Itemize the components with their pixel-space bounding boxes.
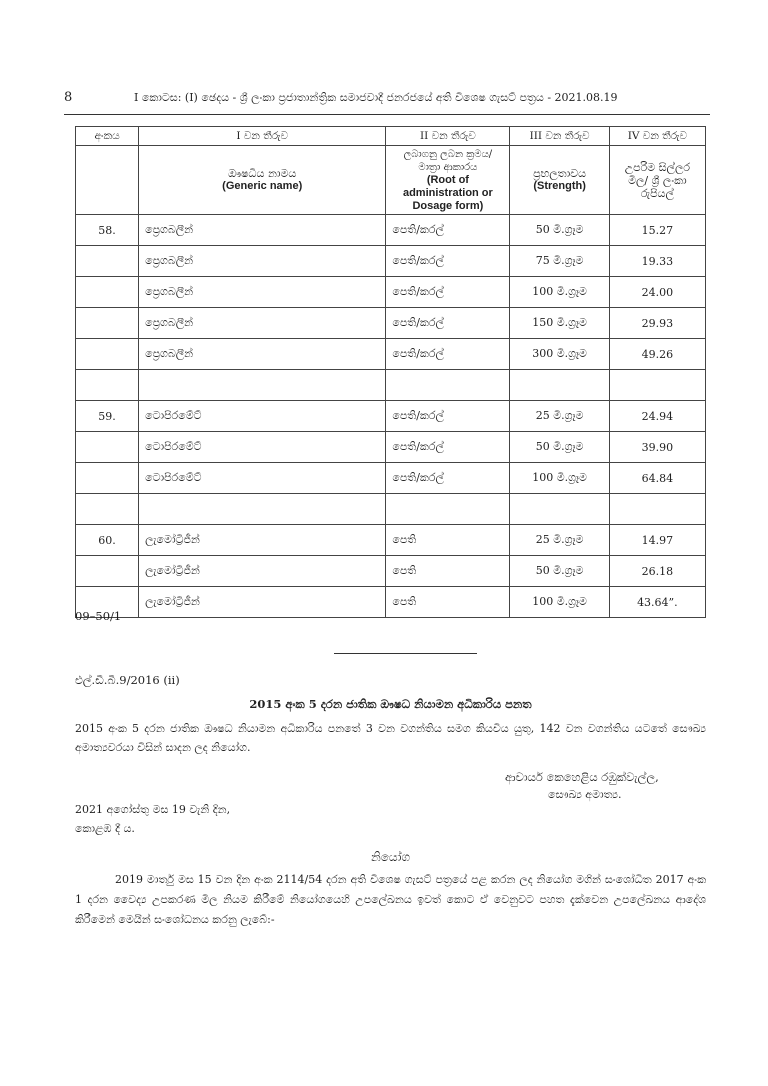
cell-dosage-form: පෙති/කරල් xyxy=(386,215,510,246)
cell-strength: 100 මි.ග්‍රෑම xyxy=(510,277,609,308)
table-row xyxy=(76,339,706,370)
generic-name-si: ඖෂධීය නාමය xyxy=(228,167,297,180)
col-header-1: I වන තීරුව xyxy=(139,127,386,146)
place-line: කොළඹ දී ය. xyxy=(75,822,135,835)
cell-generic-name: ප්‍රෙගබලීන් xyxy=(139,246,386,277)
cell-strength: 75 මි.ග්‍රෑම xyxy=(510,246,609,277)
cell-generic-name: ප්‍රෙගබලීන් xyxy=(139,277,386,308)
table-row xyxy=(76,587,706,618)
cell-price: 29.93 xyxy=(609,308,705,339)
cell-price: 15.27 xyxy=(609,215,705,246)
section-title: 2015 අංක 5 දරන ජාතික ඖෂධ නියාමන අධිකාරිය පනත xyxy=(249,697,532,711)
col-header-4: IV වන තීරුව xyxy=(609,127,705,146)
table-row xyxy=(76,432,706,463)
cell-generic-name: ප්‍රෙගබලීන් xyxy=(139,308,386,339)
cell-generic-name: ටොපිරමේට් xyxy=(139,401,386,432)
cell-strength: 150 මි.ග්‍රෑම xyxy=(510,308,609,339)
cell-dosage-form: පෙති/කරල් xyxy=(386,308,510,339)
regulations-body: 2019 මාර්තු මස 15 වන දින අංක 2114/54 දරන අති විශෙෂ ගැසට් පත්‍රයේ පළ කරන ලද නියෝග මගින් සංශෝධිත 2017 අංක 1 දරන වෛද්‍ය උපකරණ මිල නියම කිරීමේ නියෝගයෙහි උපලේඛනය ඉවත් කොට ඒ වෙනුවට පහත දැක්වෙන උපලේඛනය ආදේශ කිරීමෙන් මෙයින් සංශෝධනය කරනු ලැබේ:- xyxy=(75,873,706,926)
cell-price: 49.26 xyxy=(609,339,705,370)
sub-header-strength xyxy=(510,146,609,215)
cell-strength xyxy=(510,494,609,525)
cell-number xyxy=(76,339,139,370)
cell-number: 59. xyxy=(76,401,139,432)
table-row xyxy=(76,494,706,525)
sub-header-price xyxy=(609,146,705,215)
cell-dosage-form: පෙති/කරල් xyxy=(386,339,510,370)
signatory-name: ආචාර්ය කෙහෙළිය රඹුක්වැල්ල, xyxy=(505,770,659,784)
sub-header-row xyxy=(76,146,706,215)
cell-generic-name xyxy=(139,370,386,401)
signatory-title: සෞඛ්‍ය අමාත්‍ය. xyxy=(548,788,622,801)
cell-dosage-form xyxy=(386,370,510,401)
column-header-row xyxy=(76,127,706,146)
cell-strength: 100 මි.ග්‍රෑම xyxy=(510,463,609,494)
cell-dosage-form: පෙති/කරල් xyxy=(386,246,510,277)
table-row xyxy=(76,246,706,277)
cell-price: 64.84 xyxy=(609,463,705,494)
cell-number xyxy=(76,556,139,587)
table-body xyxy=(76,215,706,618)
table-row xyxy=(76,525,706,556)
cell-strength xyxy=(510,370,609,401)
cell-price: 14.97 xyxy=(609,525,705,556)
cell-dosage-form: පෙති/කරල් xyxy=(386,432,510,463)
cell-number xyxy=(76,246,139,277)
cell-strength: 50 මි.ග්‍රෑම xyxy=(510,556,609,587)
cell-strength: 25 මි.ග්‍රෑම xyxy=(510,525,609,556)
table-row xyxy=(76,215,706,246)
cell-generic-name: ප්‍රෙගබලීන් xyxy=(139,215,386,246)
cell-strength: 25 මි.ග්‍රෑම xyxy=(510,401,609,432)
cell-strength: 300 මි.ග්‍රෑම xyxy=(510,339,609,370)
intro-paragraph: 2015 අංක 5 දරන ජාතික ඖෂධ නියාමන අධිකාරිය පනතේ 3 වන වගන්තිය සමග කියවිය යුතු, 142 වන වගන්තිය යටතේ සෞඛ්‍ය අමාත්‍යවරයා විසින් සාදන ලද නියෝග. xyxy=(75,722,706,754)
strength-en: (Strength) xyxy=(533,180,586,192)
table-row xyxy=(76,308,706,339)
cell-number xyxy=(76,277,139,308)
cell-generic-name: ලැමෝට්‍රිජීන් xyxy=(139,525,386,556)
section-divider xyxy=(334,653,477,654)
cell-dosage-form: පෙති xyxy=(386,525,510,556)
date-line: 2021 අගෝස්තු මස 19 වැනි දින, xyxy=(75,803,231,816)
table-row xyxy=(76,401,706,432)
cell-dosage-form: පෙති/කරල් xyxy=(386,401,510,432)
strength-si: ප්‍රභලතාවය xyxy=(533,167,587,180)
route-si: ලබාගනු ලබන ක්‍රමය/ මාත්‍රා ආකාරය xyxy=(403,148,493,173)
reference-code: 09–50/1 xyxy=(75,609,122,623)
cell-price: 43.64”. xyxy=(609,587,705,618)
price-si: උපරිම සිල්ලර මිල/ ශ්‍රී ලංකා රුපියල් xyxy=(624,160,690,200)
cell-generic-name: ටොපිරමේට් xyxy=(139,463,386,494)
cell-strength: 50 මි.ග්‍රෑම xyxy=(510,215,609,246)
cell-price xyxy=(609,494,705,525)
cell-dosage-form: පෙති xyxy=(386,587,510,618)
regulations-title: නියෝග xyxy=(370,850,411,864)
page-header xyxy=(64,90,710,110)
price-table xyxy=(75,126,706,618)
table-row xyxy=(76,370,706,401)
table-row xyxy=(76,463,706,494)
cell-number: 58. xyxy=(76,215,139,246)
cell-strength: 100 මි.ග්‍රෑම xyxy=(510,587,609,618)
cell-number xyxy=(76,463,139,494)
sub-header-generic-name xyxy=(139,146,386,215)
sub-header-route xyxy=(386,146,510,215)
cell-generic-name xyxy=(139,494,386,525)
cell-number xyxy=(76,308,139,339)
cell-generic-name: ලැමෝට්‍රිජීන් xyxy=(139,556,386,587)
table-row xyxy=(76,556,706,587)
cell-price: 24.94 xyxy=(609,401,705,432)
file-reference: එල්.ඩී.බී.9/2016 (ii) xyxy=(75,673,180,687)
table-row xyxy=(76,277,706,308)
cell-generic-name: ටොපිරමේට් xyxy=(139,432,386,463)
cell-dosage-form xyxy=(386,494,510,525)
cell-generic-name: ලැමෝට්‍රිජීන් xyxy=(139,587,386,618)
cell-price: 24.00 xyxy=(609,277,705,308)
cell-strength: 50 මි.ග්‍රෑම xyxy=(510,432,609,463)
col-header-2: II වන තීරුව xyxy=(386,127,510,146)
route-en: (Root of administration or Dosage form) xyxy=(402,173,493,212)
cell-price xyxy=(609,370,705,401)
gazette-title: I කොටස: (I) ඡෙදය - ශ්‍රී ලංකා ප්‍රජාතාන්ත්‍රික සමාජවාදී ජනරජයේ අති විශෙෂ ගැසට් පත්‍රය - 2021.08.19 xyxy=(134,91,618,104)
cell-generic-name: ප්‍රෙගබලීන් xyxy=(139,339,386,370)
cell-price: 26.18 xyxy=(609,556,705,587)
cell-number xyxy=(76,370,139,401)
cell-dosage-form: පෙති xyxy=(386,556,510,587)
col-header-3: III වන තීරුව xyxy=(510,127,609,146)
cell-dosage-form: පෙති/කරල් xyxy=(386,277,510,308)
col-header-number: අංකය xyxy=(76,127,139,146)
cell-price: 39.90 xyxy=(609,432,705,463)
cell-number xyxy=(76,432,139,463)
sub-header-empty xyxy=(76,146,139,215)
header-rule xyxy=(64,114,710,115)
page-number: 8 xyxy=(64,90,73,105)
cell-dosage-form: පෙති/කරල් xyxy=(386,463,510,494)
cell-price: 19.33 xyxy=(609,246,705,277)
cell-number: 60. xyxy=(76,525,139,556)
cell-number xyxy=(76,494,139,525)
generic-name-en: (Generic name) xyxy=(222,180,303,192)
